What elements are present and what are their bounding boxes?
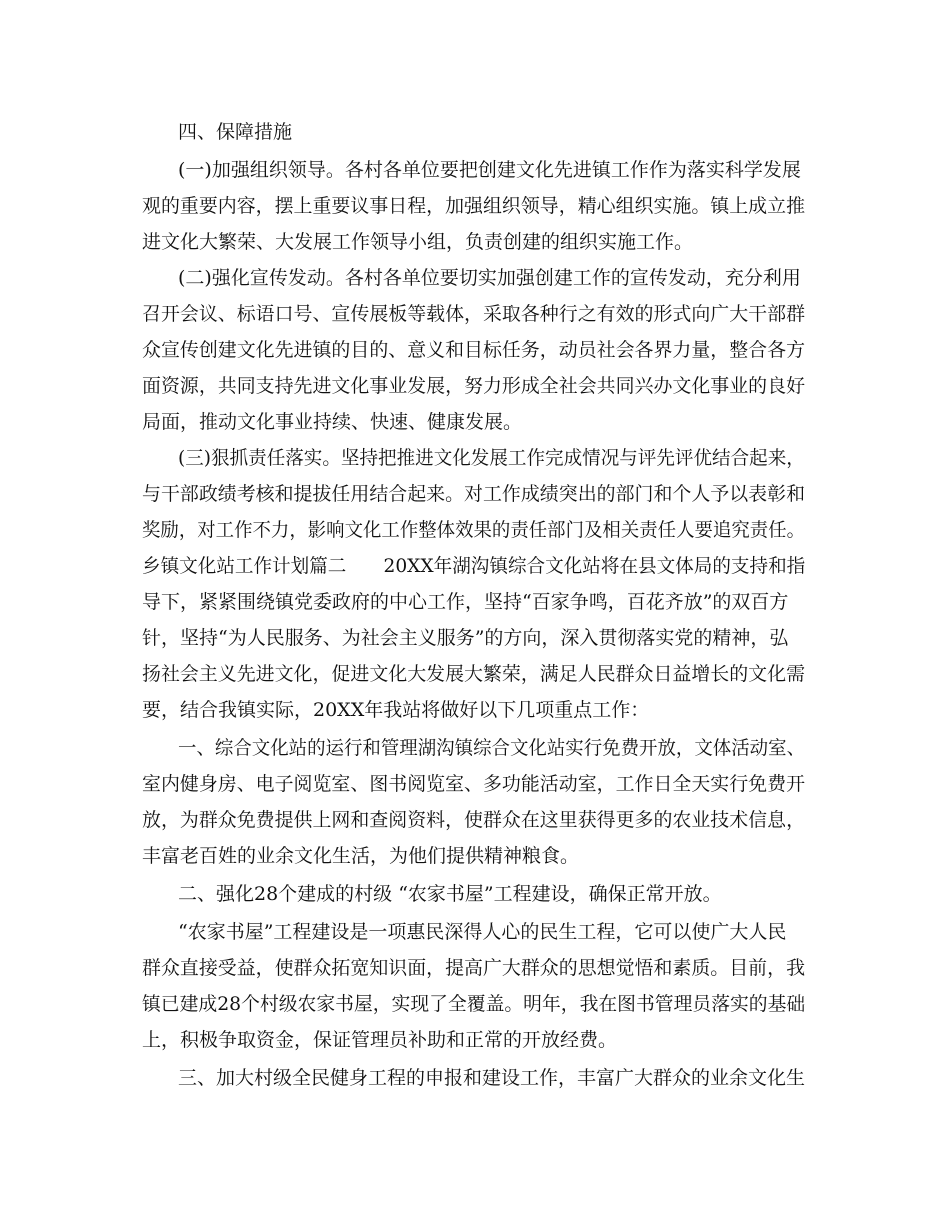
paragraph-line: 召开会议、标语口号、宣传展板等载体，采取各种行之有效的形式向广大干部群 [142, 303, 806, 325]
paragraph-line: 奖励，对工作不力，影响文化工作整体效果的责任部门及相关责任人要追究责任。 [142, 519, 806, 541]
section-heading: 四、保障措施 [178, 121, 293, 143]
paragraph-line: 要，结合我镇实际，20XX年我站将做好以下几项重点工作： [142, 699, 650, 721]
paragraph-line: 室内健身房、电子阅览室、图书阅览室、多功能活动室，工作日全天实行免费开 [142, 773, 806, 795]
paragraph-line: 上，积极争取资金，保证管理员补助和正常的开放经费。 [142, 1029, 618, 1051]
paragraph-line: 针，坚持“为人民服务、为社会主义服务”的方向，深入贯彻落实党的精神，弘 [142, 627, 789, 649]
paragraph-line: 一、综合文化站的运行和管理湖沟镇综合文化站实行免费开放，文体活动室、 [178, 737, 806, 759]
paragraph-line: 与干部政绩考核和提拔任用结合起来。对工作成绩突出的部门和个人予以表彰和 [142, 483, 806, 505]
paragraph-line: 众宣传创建文化先进镇的目的、意义和目标任务，动员社会各界力量，整合各方 [142, 339, 806, 361]
paragraph-line: 进文化大繁荣、大发展工作领导小组，负责创建的组织实施工作。 [142, 231, 694, 253]
paragraph-line: 镇已建成28个村级农家书屋，实现了全覆盖。明年，我在图书管理员落实的基础 [142, 993, 806, 1015]
paragraph-line: 导下，紧紧围绕镇党委政府的中心工作，坚持“百家争鸣，百花齐放”的双百方 [142, 591, 789, 613]
paragraph-line: 面资源，共同支持先进文化事业发展，努力形成全社会共同兴办文化事业的良好 [142, 375, 806, 397]
paragraph-line: 三、加大村级全民健身工程的申报和建设工作，丰富广大群众的业余文化生 [178, 1067, 806, 1089]
paragraph-line: 局面，推动文化事业持续、快速、健康发展。 [142, 411, 523, 433]
paragraph-line: (二)强化宣传发动。各村各单位要切实加强创建工作的宣传发动，充分利用 [178, 267, 801, 289]
paragraph-line: 扬社会主义先进文化，促进文化大发展大繁荣，满足人民群众日益增长的文化需 [142, 663, 806, 685]
paragraph-line: 群众直接受益，使群众拓宽知识面，提高广大群众的思想觉悟和素质。目前，我 [142, 957, 806, 979]
paragraph-line: (一)加强组织领导。各村各单位要把创建文化先进镇工作作为落实科学发展 [178, 159, 801, 181]
paragraph-line: 二、强化28个建成的村级 “农家书屋”工程建设，确保正常开放。 [178, 883, 722, 905]
paragraph-line: 放，为群众免费提供上网和查阅资料，使群众在这里获得更多的农业技术信息， [142, 809, 806, 831]
paragraph-line: 丰富老百姓的业余文化生活，为他们提供精神粮食。 [142, 845, 580, 867]
paragraph-line: (三)狠抓责任落实。坚持把推进文化发展工作完成情况与评先评优结合起来， [178, 447, 805, 469]
paragraph-line: “农家书屋”工程建设是一项惠民深得人心的民生工程，它可以使广大人民 [178, 921, 787, 943]
paragraph-line: 乡镇文化站工作计划篇二 20XX年湖沟镇综合文化站将在县文体局的支持和指 [142, 555, 806, 577]
paragraph-line: 观的重要内容，摆上重要议事日程，加强组织领导，精心组织实施。镇上成立推 [142, 195, 806, 217]
